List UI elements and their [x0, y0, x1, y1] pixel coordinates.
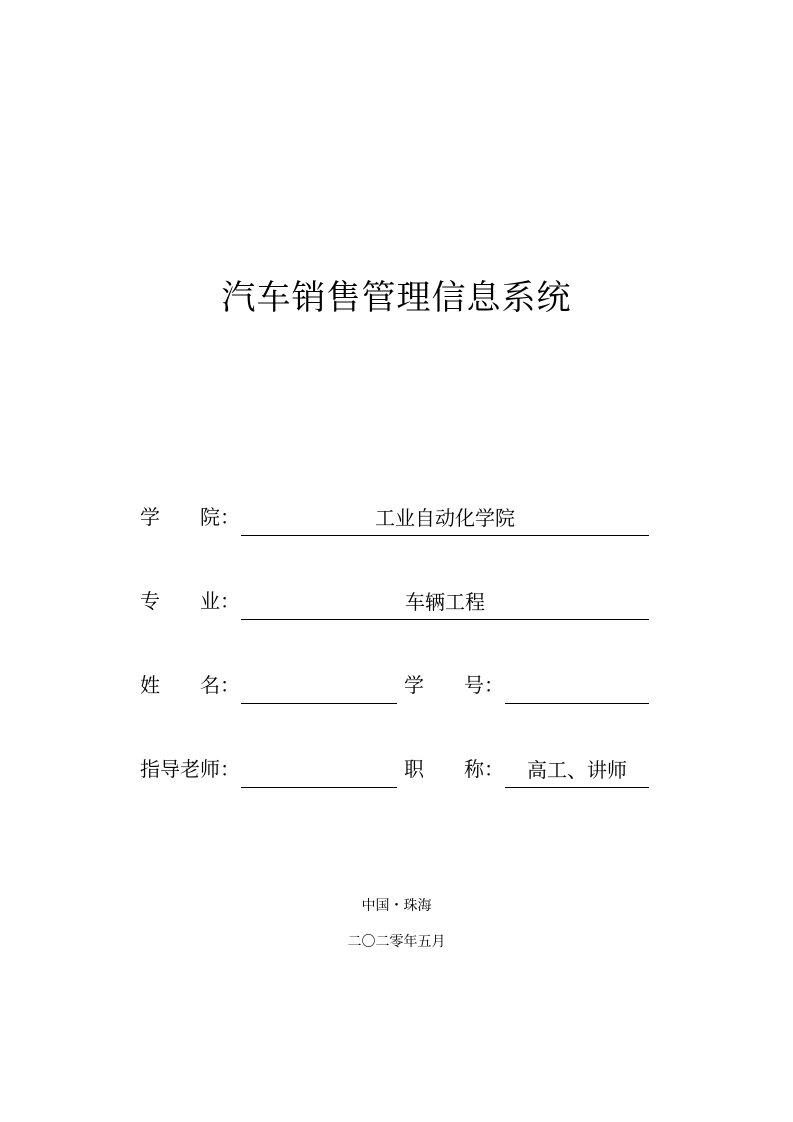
major-label: 专 业： [140, 589, 240, 613]
footer-date: 二〇二零年五月 [347, 934, 446, 950]
college-label: 学 院： [140, 505, 240, 529]
document-title: 汽车销售管理信息系统 [221, 278, 572, 318]
college-field [241, 505, 649, 536]
student-id-label: 学 号： [404, 673, 504, 697]
major-field [241, 589, 649, 620]
advisor-field [241, 757, 397, 788]
professional-title-field [505, 757, 649, 788]
student-id-field [505, 673, 649, 704]
name-field [241, 673, 397, 704]
name-label: 姓 名： [140, 673, 240, 697]
college-value: 工业自动化学院 [375, 506, 515, 530]
professional-title-value: 高工、讲师 [527, 758, 627, 782]
professional-title-label: 职 称： [404, 757, 504, 781]
major-value: 车辆工程 [405, 590, 485, 614]
advisor-label: 指导老师： [140, 757, 240, 781]
footer-location: 中国・珠海 [361, 898, 432, 914]
